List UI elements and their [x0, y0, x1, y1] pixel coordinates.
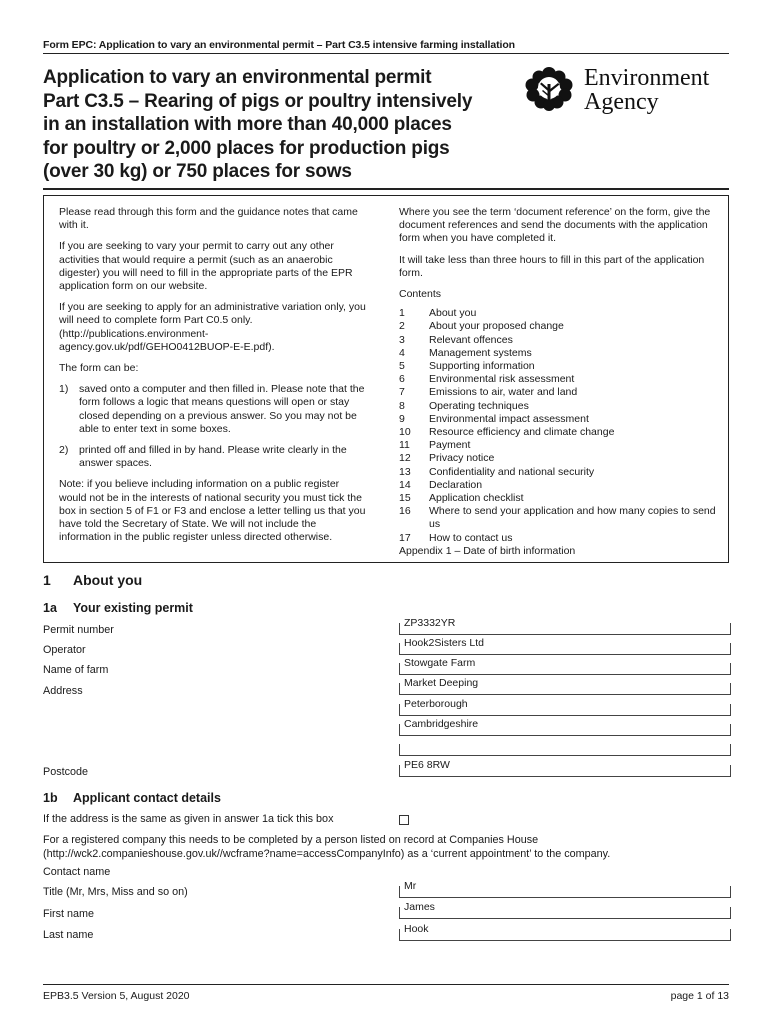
contents-item[interactable]: 3 Relevant offences — [399, 333, 513, 346]
address-line-4-field[interactable] — [399, 744, 731, 756]
first-name-label: First name — [43, 908, 94, 920]
contents-item[interactable]: 14 Declaration — [399, 478, 483, 491]
title-field[interactable]: Mr — [399, 886, 731, 898]
contents-item[interactable]: 15 Application checklist — [399, 492, 524, 505]
section-1a-heading: 1a Your existing permit — [43, 601, 193, 615]
intro-paragraph: It will take less than three hours to fill in this part of the application form. — [399, 253, 705, 279]
address-label: Address — [43, 685, 83, 697]
form-options-list — [59, 383, 369, 470]
running-header: Form EPC: Application to vary an environmental permit – Part C3.5 intensive farming installation — [43, 39, 515, 51]
last-name-label: Last name — [43, 929, 94, 941]
operator-label: Operator — [43, 644, 86, 656]
tree-logo-icon — [520, 64, 578, 116]
first-name-field[interactable]: James — [399, 907, 731, 919]
contents-item[interactable]: 17 How to contact us — [399, 531, 513, 544]
company-note: For a registered company this needs to be completed by a person listed on record at Companies House (http://wck2.companieshouse.gov.uk//wcframe?name=accessCompanyInfo) as a ‘current appointment’ to the company. — [43, 834, 611, 860]
title-label: Title (Mr, Mrs, Miss and so on) — [43, 886, 188, 898]
contents-item[interactable]: 1 About you — [399, 307, 477, 320]
contents-item[interactable]: 7 Emissions to air, water and land — [399, 386, 578, 399]
footer-divider — [43, 984, 729, 985]
farm-name-label: Name of farm — [43, 664, 109, 676]
permit-number-label: Permit number — [43, 624, 114, 636]
security-note: Note: if you believe including information on a public register would not be in the interests of national security you must tick the box in section 5 of F1 or F3 and enclose a letter telling us that you have told the Secretary of State. We will not include the information in the public register unless directed otherwise. — [59, 478, 366, 544]
list-text: printed off and filled in by hand. Please write clearly in the answer spaces. — [79, 444, 347, 470]
contents-item[interactable]: 4 Management systems — [399, 346, 532, 359]
page-title — [43, 66, 513, 184]
list-item — [59, 383, 369, 436]
contents-item[interactable]: 11 Payment — [399, 439, 471, 452]
intro-left-column — [59, 206, 369, 552]
contents-item[interactable]: 12 Privacy notice — [399, 452, 495, 465]
intro-paragraph: Where you see the term ‘document reference’ on the form, give the document references and send the documents with the application form when you have completed it. — [399, 206, 711, 245]
operator-field[interactable]: Hook2Sisters Ltd — [399, 643, 731, 655]
title-line: in an installation with more than 40,000 places — [43, 114, 452, 135]
contents-list — [399, 307, 724, 558]
section-1b-heading: 1b Applicant contact details — [43, 791, 221, 805]
list-text: saved onto a computer and then filled in. Please note that the form follows a logic that means questions will open or stay closed depending on a previous answer. So you may not be able to enter text in some boxes. — [79, 383, 365, 435]
address-line-1-field[interactable]: Market Deeping — [399, 683, 731, 695]
contents-item[interactable]: 2 About your proposed change — [399, 320, 564, 333]
same-address-checkbox[interactable] — [399, 815, 409, 825]
list-number: 2) — [59, 444, 69, 457]
contents-item[interactable]: 6 Environmental risk assessment — [399, 373, 575, 386]
title-line: Application to vary an environmental permit — [43, 67, 432, 88]
same-address-label: If the address is the same as given in answer 1a tick this box — [43, 813, 334, 825]
address-line-3-field[interactable]: Cambridgeshire — [399, 724, 731, 736]
footer-page-number: page 1 of 13 — [670, 990, 729, 1002]
contents-item[interactable]: 10 Resource efficiency and climate change — [399, 426, 615, 439]
intro-paragraph: The form can be: — [59, 362, 139, 375]
intro-paragraph: Please read through this form and the guidance notes that came with it. — [59, 206, 358, 232]
contents-item[interactable]: 13 Confidentiality and national security — [399, 465, 595, 478]
title-divider — [43, 188, 729, 190]
contents-item[interactable]: 8 Operating techniques — [399, 399, 529, 412]
list-number: 1) — [59, 383, 69, 396]
header-divider — [43, 53, 729, 54]
intro-paragraph: If you are seeking to apply for an administrative variation only, you will need to complete form Part C0.5 only. (http://publications.environment-agency.gov.uk/pdf/GEHO0412BUOP-E-E.pdf). — [59, 301, 366, 353]
logo-wordmark: Environment Agency — [584, 65, 710, 115]
intro-paragraph: If you are seeking to vary your permit to carry out any other activities that would require a permit (such as an anaerobic digester) you will need to fill in the appropriate parts of the EPR application form on our website. — [59, 240, 353, 293]
postcode-field[interactable]: PE6 8RW — [399, 765, 731, 777]
contents-item[interactable]: 16 Where to send your application and how many copies to send us — [399, 505, 716, 531]
contact-name-heading: Contact name — [43, 866, 111, 878]
contents-item[interactable]: 9 Environmental impact assessment — [399, 412, 589, 425]
intro-right-column — [399, 206, 724, 558]
footer-doc-reference: EPB3.5 Version 5, August 2020 — [43, 990, 190, 1002]
postcode-label: Postcode — [43, 766, 89, 778]
title-line: Part C3.5 – Rearing of pigs or poultry intensively — [43, 90, 473, 112]
environment-agency-logo — [520, 64, 732, 116]
section-1-heading: 1 About you — [43, 572, 143, 588]
contents-heading: Contents — [399, 288, 442, 301]
address-line-2-field[interactable]: Peterborough — [399, 704, 731, 716]
contents-appendix[interactable]: Appendix 1 – Date of birth information — [399, 544, 576, 557]
list-item — [59, 444, 369, 470]
title-line: (over 30 kg) or 750 places for sows — [43, 161, 352, 182]
permit-number-field[interactable]: ZP3332YR — [399, 623, 731, 635]
farm-name-field[interactable]: Stowgate Farm — [399, 663, 731, 675]
title-line: for poultry or 2,000 places for production pigs — [43, 137, 450, 159]
contents-item[interactable]: 5 Supporting information — [399, 360, 535, 373]
last-name-field[interactable]: Hook — [399, 929, 731, 941]
